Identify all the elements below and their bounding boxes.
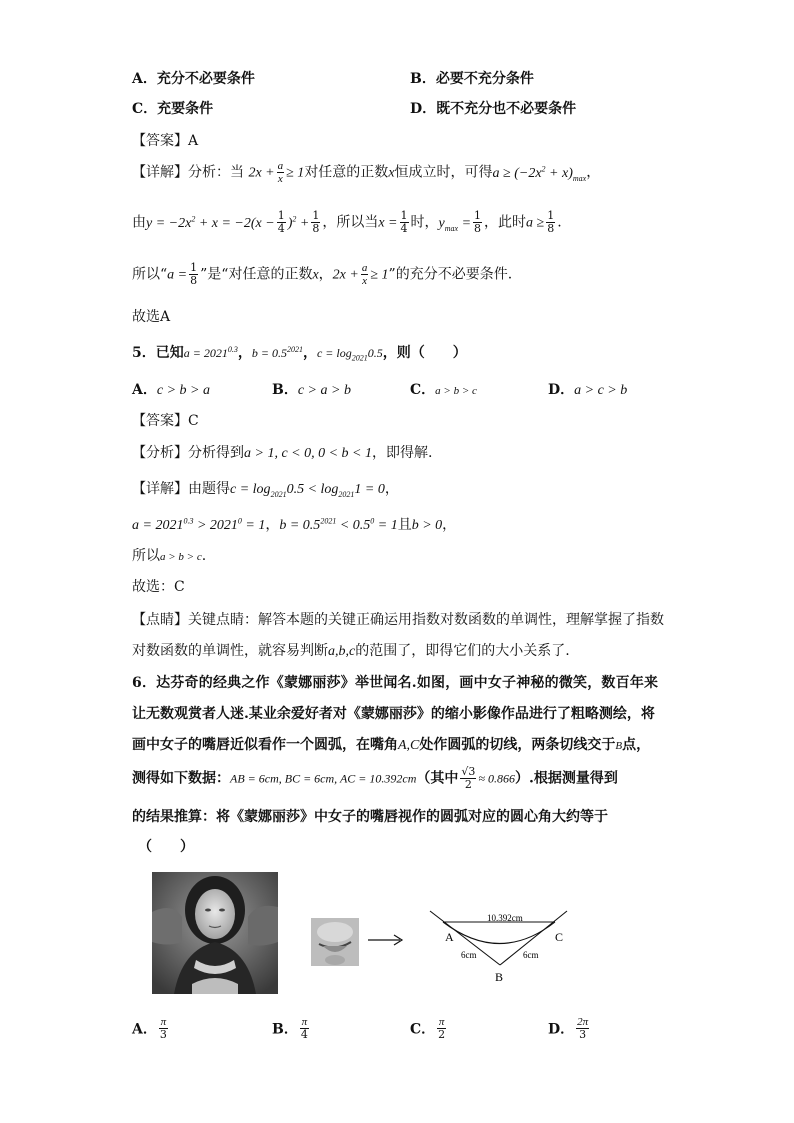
label-point-a: A [445, 930, 454, 944]
portrait-image [152, 872, 278, 994]
value: a > c > b [574, 383, 628, 398]
mouth-closeup [311, 918, 359, 966]
text: 分析得到 [188, 445, 244, 461]
q4-option-b: B．必要不充分条件 [410, 71, 534, 87]
text: 关键点睛：解答本题的关键正确运用指数对数函数的单调性，理解掌握了指数 [188, 612, 664, 628]
text: 画中女子的嘴唇近似看作一个圆弧，在嘴角 [132, 737, 398, 753]
label-ab-length: 6cm [461, 950, 477, 960]
q4-detail-line1: 【详解】分析：当 2x + $\frac{a}{x}$ ≥ 1对任意的正数x恒成立时，可得$a \ge (-2x^2 + x)_{max}$， [132, 160, 601, 185]
text: 对任意的正数 [304, 164, 389, 181]
answer-tag: 【答案】 [132, 413, 188, 429]
q5-option-a [132, 379, 210, 399]
label: D． [548, 1021, 575, 1038]
label: C． [410, 382, 436, 398]
text: 且 [397, 517, 412, 533]
text: 5．已知 [132, 345, 184, 361]
q4-option-d: D．既不充分也不必要条件 [410, 101, 577, 117]
value: a > b > c [435, 385, 477, 397]
q4-detail-line3: 所以“a = $\frac{1}{8}$ ”是“对任意的正数x，2x + $\frac{a}{x}$ ≥ 1”的充分不必要条件. [132, 261, 513, 287]
q6-stem-line6: （ ） [138, 839, 194, 855]
text: 由题得 [188, 481, 230, 497]
q5-choice: 故选：C [132, 579, 185, 595]
q5-option-d [548, 379, 627, 399]
text: 测得如下数据： [132, 770, 230, 787]
text: ”是“对任意的正数 [200, 266, 313, 283]
q6-stem-line4: 测得如下数据：AB = 6cm, BC = 6cm, AC = 10.392cm（其中 $\frac{√3}{2}$ ≈ 0.866）.根据测量得到 [132, 765, 618, 791]
text: ，则（ ） [382, 345, 467, 361]
label: B． [272, 1021, 298, 1038]
text: 时， [410, 214, 439, 231]
text: 所以 [132, 548, 160, 564]
detail-tag: 【详解】 [132, 164, 188, 181]
text: ，所以当 [322, 214, 379, 231]
q6-stem-line3: 画中女子的嘴唇近似看作一个圆弧，在嘴角A,C处作圆弧的切线，两条切线交于B点， [132, 737, 651, 753]
label: D． [548, 382, 575, 398]
q6-option-b: B． $\frac{\pi}{4}$ [272, 1016, 308, 1041]
label-point-b: B [495, 970, 504, 984]
q6-option-c: C． $\frac{\pi}{2}$ [410, 1016, 446, 1041]
text: 对数函数的单调性，就容易判断 [132, 643, 328, 659]
q5-option-b [272, 379, 351, 399]
answer-value: C [188, 413, 199, 429]
mouth-image [311, 918, 359, 966]
q4-answer [132, 130, 198, 150]
text: （其中 [416, 770, 459, 787]
value: c > a > b [297, 383, 351, 398]
label: C． [410, 1021, 436, 1038]
q6-stem-line2: 让无数观赏者人迷.某业余爱好者对《蒙娜丽莎》的缩小影像作品进行了粗略测绘，将 [132, 706, 655, 722]
q4-option-a: A．充分不必要条件 [132, 71, 255, 87]
text: ，即得解. [372, 445, 433, 461]
text: 所以“ [132, 266, 168, 283]
text: 由 [132, 214, 146, 231]
q4-option-c: C．充要条件 [132, 101, 214, 117]
analysis-tag: 【分析】 [132, 445, 188, 461]
text: ”的充分不必要条件. [388, 266, 513, 283]
text: ）.根据测量得到 [515, 770, 618, 787]
comment-tag: 【点睛】 [132, 612, 188, 628]
label-ac-length: 10.392cm [487, 913, 523, 923]
q5-option-c [410, 379, 477, 399]
text: 的范围了，即得它们的大小关系了. [355, 643, 570, 659]
mona-lisa-portrait [152, 872, 278, 994]
q5-detail-line2: $a = 2021^{0.3} > 2021^0 = 1$，$b = 0.5^{2021} < 0.5^0 = 1$且b > 0， [132, 516, 457, 533]
answer-tag: 【答案】 [132, 133, 188, 149]
right-arrow-icon [368, 932, 404, 948]
label-point-c: C [555, 930, 564, 944]
q5-detail-line3: 所以a > b > c. [132, 548, 207, 564]
label: A． [132, 1021, 157, 1038]
q5-detail-line1: 【详解】由题得$c = \log_{2021}0.5 < \log_{2021}1 = 0$， [132, 481, 399, 499]
answer-value: A [188, 133, 199, 149]
label: B． [272, 382, 298, 398]
text: 分析：当 [188, 164, 244, 181]
text: 处作圆弧的切线，两条切线交于 [419, 737, 616, 753]
q6-stem-line5: 的结果推算：将《蒙娜丽莎》中女子的嘴唇视作的圆弧对应的圆心角大约等于 [132, 809, 608, 825]
q5-answer [132, 410, 199, 430]
detail-tag: 【详解】 [132, 481, 188, 497]
q6-stem-line1: 6．达芬奇的经典之作《蒙娜丽莎》举世闻名.如图，画中女子神秘的微笑，数百年来 [132, 675, 659, 691]
q6-option-d: D． $\frac{2\pi}{3}$ [548, 1016, 589, 1041]
q6-option-a: A． $\frac{\pi}{3}$ [132, 1016, 167, 1041]
value: c > b > a [156, 383, 210, 398]
q5-comment-line2: 对数函数的单调性，就容易判断a,b,c的范围了，即得它们的大小关系了. [132, 643, 570, 659]
q5-analysis: 【分析】分析得到a > 1, c < 0, 0 < b < 1，即得解. [132, 445, 433, 461]
q4-choice: 故选A [132, 309, 171, 325]
q5-stem: 5．已知$a = 2021^{0.3}$，$b = 0.5^{2021}$，$c = \log_{2021}0.5$，则（ ） [132, 345, 467, 363]
label-bc-length: 6cm [523, 950, 539, 960]
q5-comment-line1 [132, 609, 664, 629]
q4-detail-line2: 由$y = -2x^2 + x = -2(x$ − $\frac{1}{4}$ )$^2$ + $\frac{1}{8}$ ，所以当x = $\frac{1}{4}$ 时，$y_{max}$ = $\frac{1}{8}$ ，此时a ≥ $\frac{1}{8}$ . [132, 209, 562, 235]
text: 点， [622, 737, 651, 753]
arc-tangent-figure [425, 905, 585, 987]
label: A． [132, 382, 157, 398]
text: 恒成立时，可得 [394, 164, 493, 181]
text: ，此时 [484, 214, 527, 231]
